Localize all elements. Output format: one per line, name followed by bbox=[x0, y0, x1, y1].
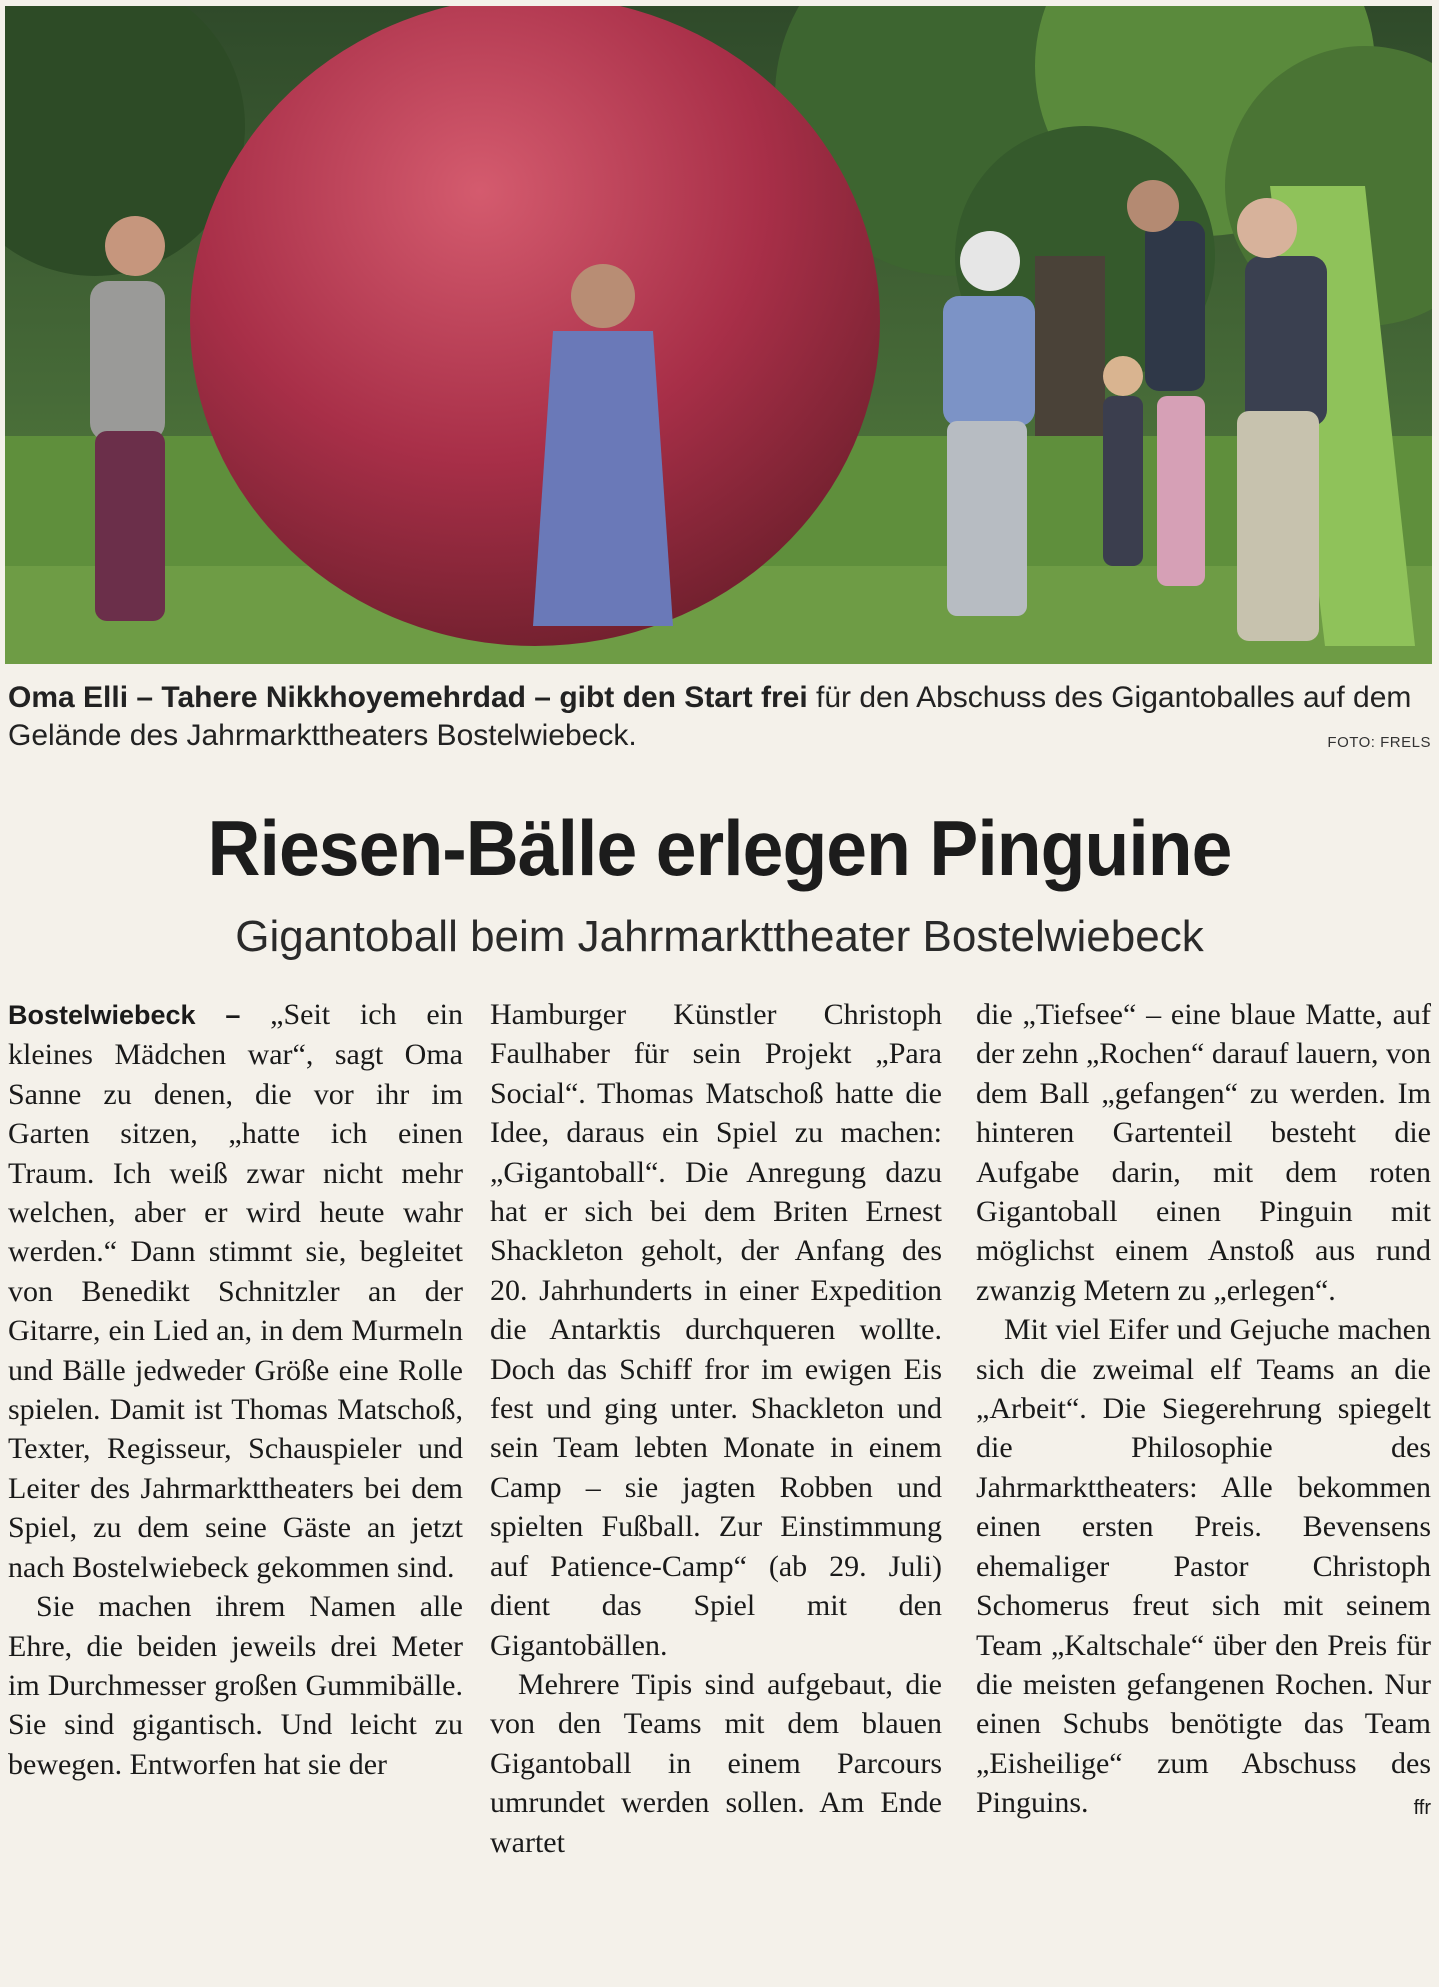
paragraph-4: Mehrere Tipis sind aufgebaut, die von den Teams mit dem blauen Gigantoball in einem Parcours umrundet werden sollen. Am Ende wartet bbox=[490, 1667, 942, 1859]
author-signature: ffr bbox=[1413, 1797, 1431, 1820]
caption-bold: Oma Elli – Tahere Nikkhoyemehrdad – gibt den Start frei bbox=[8, 681, 808, 714]
caption-text: für den Abschuss des Gigantoballes auf dem Gelände des Jahrmarkttheaters Bostelwiebeck. bbox=[8, 681, 1412, 752]
article-photo bbox=[5, 6, 1432, 664]
paragraph-3: Hamburger Künstler Christoph Faulhaber für sein Projekt „Para Social“. Thomas Matschoß hatte die Idee, daraus ein Spiel zu machen: „Gigantoball“. Die Anregung dazu hat er sich bei dem Briten Ernest Shackleton geholt, der Anfang des 20. Jahrhunderts in einer Expedition die Antarktis durchqueren wollte. Doch das Schiff fror im ewigen Eis fest und ging unter. Shackleton und sein Team lebten Monate in einem Camp – sie jagten Robben und spielten Fußball. Zur Einstimmung auf Patience-Camp“ (ab 29. Juli) dient das Spiel mit den Gigantobällen. bbox=[490, 998, 942, 1662]
photo-credit: FOTO: FRELS bbox=[1327, 734, 1431, 751]
dateline: Bostelwiebeck – bbox=[8, 1000, 241, 1030]
article-column-1 bbox=[8, 995, 463, 1980]
paragraph-6-text: Mit viel Eifer und Gejuche machen sich die zweimal elf Teams an die „Arbeit“. Die Siegerehrung spiegelt die Philosophie des Jahrmarkttheaters: Alle bekommen einen ersten Preis. Bevensens ehemaliger Pastor Christoph Schomerus freut sich mit seinem Team „Kaltschale“ über den Preis für die meisten gefangenen Rochen. Nur einen Schubs benötigte das Team „Eisheilige“ zum Abschuss des Pinguins. bbox=[976, 1313, 1431, 1820]
article-column-3 bbox=[976, 995, 1431, 1980]
paragraph-1 bbox=[8, 995, 463, 1587]
paragraph-1-text: „Seit ich ein kleines Mädchen war“, sagt Oma Sanne zu denen, die vor ihr im Garten sitzen, „hatte ich einen Traum. Ich weiß zwar nicht mehr welchen, aber er wird heute wahr werden.“ Dann stimmt sie, begleitet von Benedikt Schnitzler an der Gitarre, ein Lied an, in dem Murmeln und Bälle jedweder Größe eine Rolle spielen. Damit ist Thomas Matschoß, Texter, Regisseur, Schauspieler und Leiter des Jahrmarkttheaters bei dem Spiel, zu dem seine Gäste an jetzt nach Bostelwiebeck gekommen sind. bbox=[8, 998, 463, 1584]
headline: Riesen-Bälle erlegen Pinguine bbox=[207, 804, 1232, 892]
photo-illustration bbox=[5, 6, 1432, 664]
photo-caption bbox=[8, 679, 1433, 755]
article-column-2 bbox=[490, 995, 942, 1980]
paragraph-6 bbox=[976, 1310, 1431, 1822]
paragraph-5: die „Tiefsee“ – eine blaue Matte, auf der zehn „Rochen“ darauf lauern, von dem Ball „gefangen“ zu werden. Im hinteren Gartenteil besteht die Aufgabe darin, mit dem roten Gigantoball einen Pinguin mit möglichst einem Anstoß aus rund zwanzig Metern zu „erlegen“. bbox=[976, 998, 1431, 1307]
paragraph-2: Sie machen ihrem Namen alle Ehre, die beiden jeweils drei Meter im Durchmesser großen Gummibälle. Sie sind gigantisch. Und leicht zu bewegen. Entworfen hat sie der bbox=[8, 1590, 463, 1781]
subheadline: Gigantoball beim Jahrmarkttheater Bostelwiebeck bbox=[235, 912, 1204, 961]
